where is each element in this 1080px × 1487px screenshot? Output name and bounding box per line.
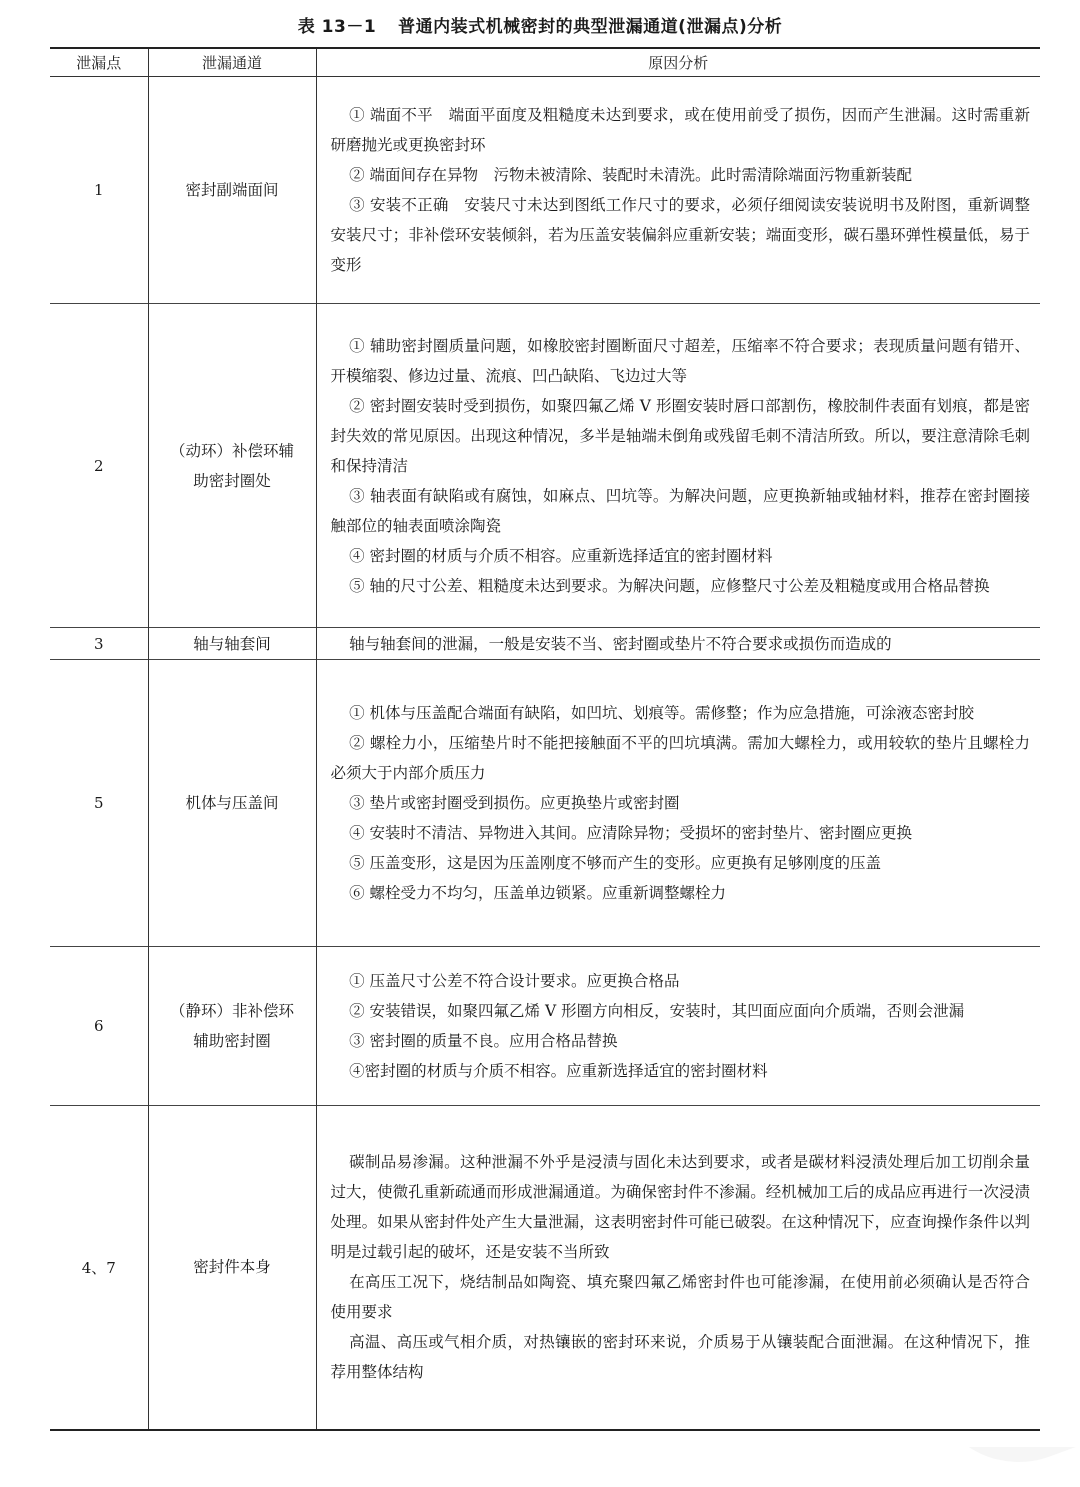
cause-analysis-cell [316, 660, 1040, 947]
analysis-item: ① 辅助密封圈质量问题，如橡胶密封圈断面尺寸超差，压缩率不符合要求；表现质量问题有错开、开模缩裂、修边过量、流痕、凹凸缺陷、飞边过大等 [330, 336, 1030, 385]
table-row [50, 1106, 1040, 1430]
analysis-item: ③ 垫片或密封圈受到损伤。应更换垫片或密封圈 [349, 794, 680, 812]
cause-analysis-cell [316, 77, 1040, 304]
analysis-item: ⑤ 压盖变形，这是因为压盖刚度不够而产生的变形。应更换有足够刚度的压盖 [349, 854, 882, 872]
table-number: 表 13－1 [297, 17, 377, 37]
analysis-item: ② 密封圈安装时受到损伤，如聚四氟乙烯 V 形圈安装时唇口部割伤，橡胶制件表面有划痕，都是密封失效的常见原因。出现这种情况，多半是轴端未倒角或残留毛刺不清洁所致。所以，要注意清除毛刺和保持清洁 [330, 396, 1030, 475]
leak-channel-cell: （静环）非补偿环辅助密封圈 [148, 947, 316, 1106]
leak-channel-cell: 机体与压盖间 [148, 660, 316, 947]
analysis-item: 在高压工况下，烧结制品如陶瓷、填充聚四氟乙烯密封件也可能渗漏，在使用前必须确认是否符合使用要求 [330, 1273, 1030, 1322]
analysis-item: ① 压盖尺寸公差不符合设计要求。应更换合格品 [349, 972, 680, 990]
leak-channel-cell: 密封副端面间 [148, 77, 316, 304]
cause-analysis-cell [316, 304, 1040, 628]
leak-point-cell: 3 [50, 628, 148, 660]
leak-channel-cell: （动环）补偿环辅助密封圈处 [148, 304, 316, 628]
analysis-item: ③ 轴表面有缺陷或有腐蚀，如麻点、凹坑等。为解决问题，应更换新轴或轴材料，推荐在密封圈接触部位的轴表面喷涂陶瓷 [330, 486, 1030, 535]
leak-point-cell: 5 [50, 660, 148, 947]
analysis-item: 轴与轴套间的泄漏，一般是安装不当、密封圈或垫片不符合要求或损伤而造成的 [349, 634, 892, 653]
table-title: 普通内装式机械密封的典型泄漏通道(泄漏点)分析 [398, 17, 783, 37]
analysis-item: ⑤ 轴的尺寸公差、粗糙度未达到要求。为解决问题，应修整尺寸公差及粗糙度或用合格品替换 [349, 576, 990, 595]
analysis-item: ④ 密封圈的材质与介质不相容。应重新选择适宜的密封圈材料 [349, 546, 773, 565]
column-header-point: 泄漏点 [50, 48, 148, 77]
leak-point-cell: 2 [50, 304, 148, 628]
table-header-row [50, 48, 1040, 77]
leak-channel-cell: 轴与轴套间 [148, 628, 316, 660]
analysis-item: ③ 密封圈的质量不良。应用合格品替换 [349, 1032, 618, 1050]
analysis-item: ⑥ 螺栓受力不均匀，压盖单边锁紧。应重新调整螺栓力 [349, 884, 727, 902]
analysis-item: ③ 安装不正确 安装尺寸未达到图纸工作尺寸的要求，必须仔细阅读安装说明书及附图，重新调整安装尺寸；非补偿环安装倾斜，若为压盖安装偏斜应重新安装；端面变形，碳石墨环弹性模量低，易于变形 [330, 196, 1030, 274]
analysis-item: ① 机体与压盖配合端面有缺陷，如凹坑、划痕等。需修整；作为应急措施，可涂液态密封胶 [349, 704, 975, 722]
analysis-item: ① 端面不平 端面平面度及粗糙度未达到要求，或在使用前受了损伤，因而产生泄漏。这时需重新研磨抛光或更换密封环 [330, 106, 1030, 154]
table-row [50, 77, 1040, 304]
leak-channel-cell: 密封件本身 [148, 1106, 316, 1430]
analysis-item: 高温、高压或气相介质，对热镶嵌的密封环来说，介质易于从镶装配合面泄漏。在这种情况下，推荐用整体结构 [330, 1333, 1030, 1382]
table-caption [0, 12, 1080, 37]
analysis-item: ② 端面间存在异物 污物未被清除、装配时未清洗。此时需清除端面污物重新装配 [349, 166, 913, 184]
column-header-channel: 泄漏通道 [148, 48, 316, 77]
analysis-item: ② 螺栓力小，压缩垫片时不能把接触面不平的凹坑填满。需加大螺栓力，或用较软的垫片且螺栓力必须大于内部介质压力 [330, 734, 1030, 782]
leakage-analysis-table [50, 47, 1040, 1431]
cause-analysis-cell [316, 947, 1040, 1106]
leak-point-cell: 1 [50, 77, 148, 304]
table-row [50, 304, 1040, 628]
analysis-item: ② 安装错误，如聚四氟乙烯 V 形圈方向相反，安装时，其凹面应面向介质端，否则会泄漏 [349, 1002, 965, 1020]
analysis-item: ④ 安装时不清洁、异物进入其间。应清除异物；受损坏的密封垫片、密封圈应更换 [349, 824, 913, 842]
leak-point-cell: 6 [50, 947, 148, 1106]
cause-analysis-cell [316, 1106, 1040, 1430]
leak-point-cell: 4、7 [50, 1106, 148, 1430]
analysis-item: 碳制品易渗漏。这种泄漏不外乎是浸渍与固化未达到要求，或者是碳材料浸渍处理后加工切削余量过大，使微孔重新疏通而形成泄漏通道。为确保密封件不渗漏。经机械加工后的成品应再进行一次浸渍处理。如果从密封件处产生大量泄漏，这表明密封件可能已破裂。在这种情况下，应查询操作条件以判明是过载引起的破坏，还是安装不当所致 [330, 1153, 1030, 1262]
column-header-analysis: 原因分析 [316, 48, 1040, 77]
table-row [50, 947, 1040, 1106]
table-row [50, 628, 1040, 660]
table-row [50, 660, 1040, 947]
cause-analysis-cell [316, 628, 1040, 660]
analysis-item: ④密封圈的材质与介质不相容。应重新选择适宜的密封圈材料 [349, 1062, 768, 1080]
